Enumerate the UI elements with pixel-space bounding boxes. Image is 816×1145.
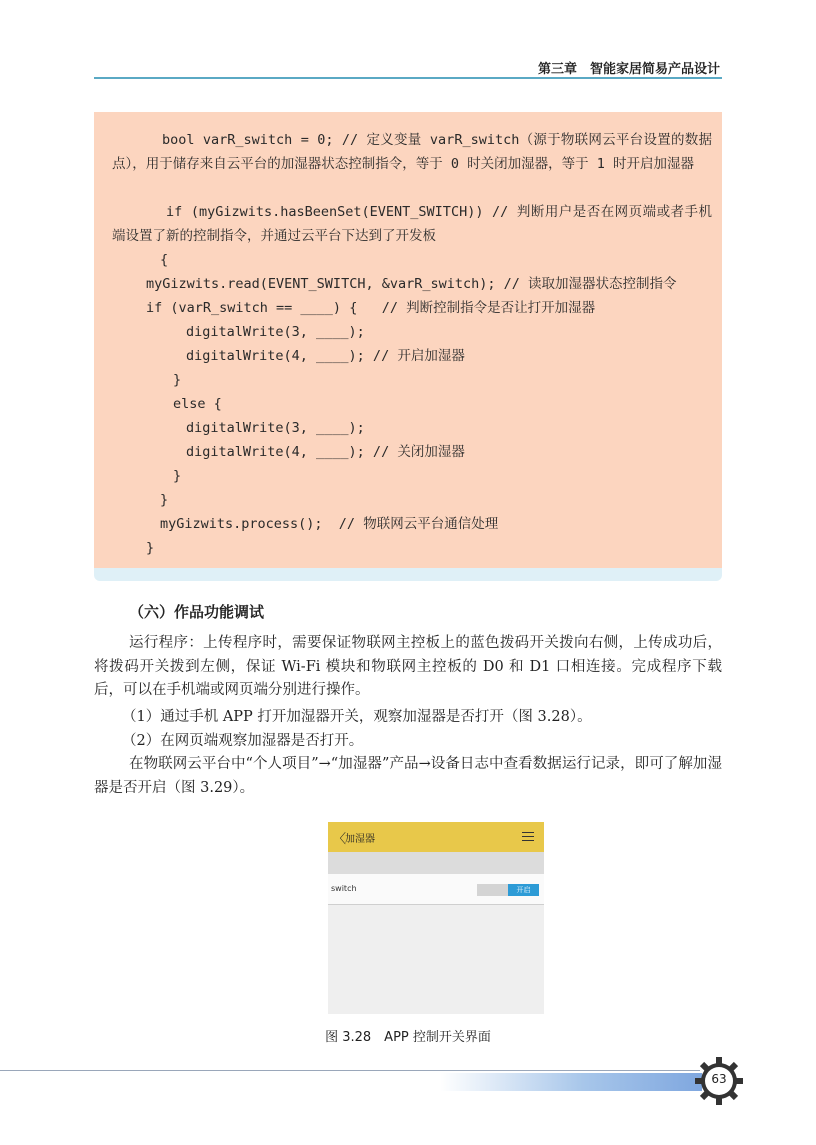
code-line-if-set: if (myGizwits.hasBeenSet(EVENT_SWITCH)) // 判断用户是否在网页端或者手机端设置了新的控制指令，并通过云平台下达到了开发板	[112, 204, 712, 244]
code-line-write4-on: digitalWrite(4, ____); // 开启加湿器	[186, 348, 465, 364]
app-title: 加湿器	[345, 834, 375, 845]
footer-rule	[0, 1070, 700, 1071]
menu-icon[interactable]	[522, 829, 534, 843]
chapter-title: 第三章 智能家居简易产品设计	[537, 62, 720, 77]
header-rule	[94, 77, 722, 79]
toggle-on-label: 开启	[508, 884, 539, 896]
code-line-brace: }	[173, 372, 182, 388]
paragraph-device-log: 在物联网云平台中“个人项目”→“加湿器”产品→设备日志中查看数据运行记录，即可了解加湿器是否开启（图 3.29）。	[94, 756, 722, 796]
app-title-bar	[328, 822, 544, 852]
app-spacer	[328, 852, 544, 874]
paragraph-step-1: （1）通过手机 APP 打开加湿器开关，观察加湿器是否打开（图 3.28）。	[122, 709, 592, 725]
code-line-else: else {	[173, 396, 222, 412]
code-line-brace-close: }	[146, 540, 155, 556]
code-line-write3-off: digitalWrite(3, ____);	[186, 420, 365, 436]
footer-band	[440, 1073, 702, 1091]
code-line-declare: bool varR_switch = 0; // 定义变量 varR_switch（源于物联网云平台设置的数据点），用于储存来自云平台的加湿器状态控制指令，等于 0 时关闭加湿器，等于 1 时开启加湿器	[112, 132, 712, 172]
code-line-brace-open: {	[160, 252, 169, 268]
code-block-footer	[94, 568, 722, 581]
switch-toggle[interactable]	[477, 884, 539, 896]
switch-label: switch	[331, 884, 357, 893]
figure-caption: 图 3.28 APP 控制开关界面	[325, 1030, 491, 1045]
code-line-read: myGizwits.read(EVENT_SWITCH, &varR_switch); // 读取加湿器状态控制指令	[146, 276, 677, 292]
code-line-write4-off: digitalWrite(4, ____); // 关闭加湿器	[186, 444, 465, 460]
code-line-process: myGizwits.process(); // 物联网云平台通信处理	[160, 516, 499, 532]
paragraph-step-2: （2）在网页端观察加湿器是否打开。	[122, 733, 364, 749]
section-heading: （六）作品功能调试	[129, 603, 265, 621]
code-line-if-on: if (varR_switch == ____) { // 判断控制指令是否让打开加湿器	[146, 300, 596, 316]
code-block	[94, 112, 722, 568]
switch-row	[328, 874, 544, 905]
code-line-brace: }	[160, 492, 169, 508]
code-line-write3-on: digitalWrite(3, ____);	[186, 324, 365, 340]
code-line-brace: }	[173, 468, 182, 484]
app-screenshot	[328, 822, 544, 1014]
chevron-left-icon[interactable]: 〈	[333, 832, 347, 847]
page-number: 63	[711, 1072, 727, 1086]
paragraph-run-program: 运行程序：上传程序时，需要保证物联网主控板上的蓝色拨码开关拨向右侧，上传成功后，将拨码开关拨到左侧，保证 Wi-Fi 模块和物联网主控板的 D0 和 D1 口相连接。完成程序下载后，可以在手机端或网页端分别进行操作。	[94, 635, 722, 698]
